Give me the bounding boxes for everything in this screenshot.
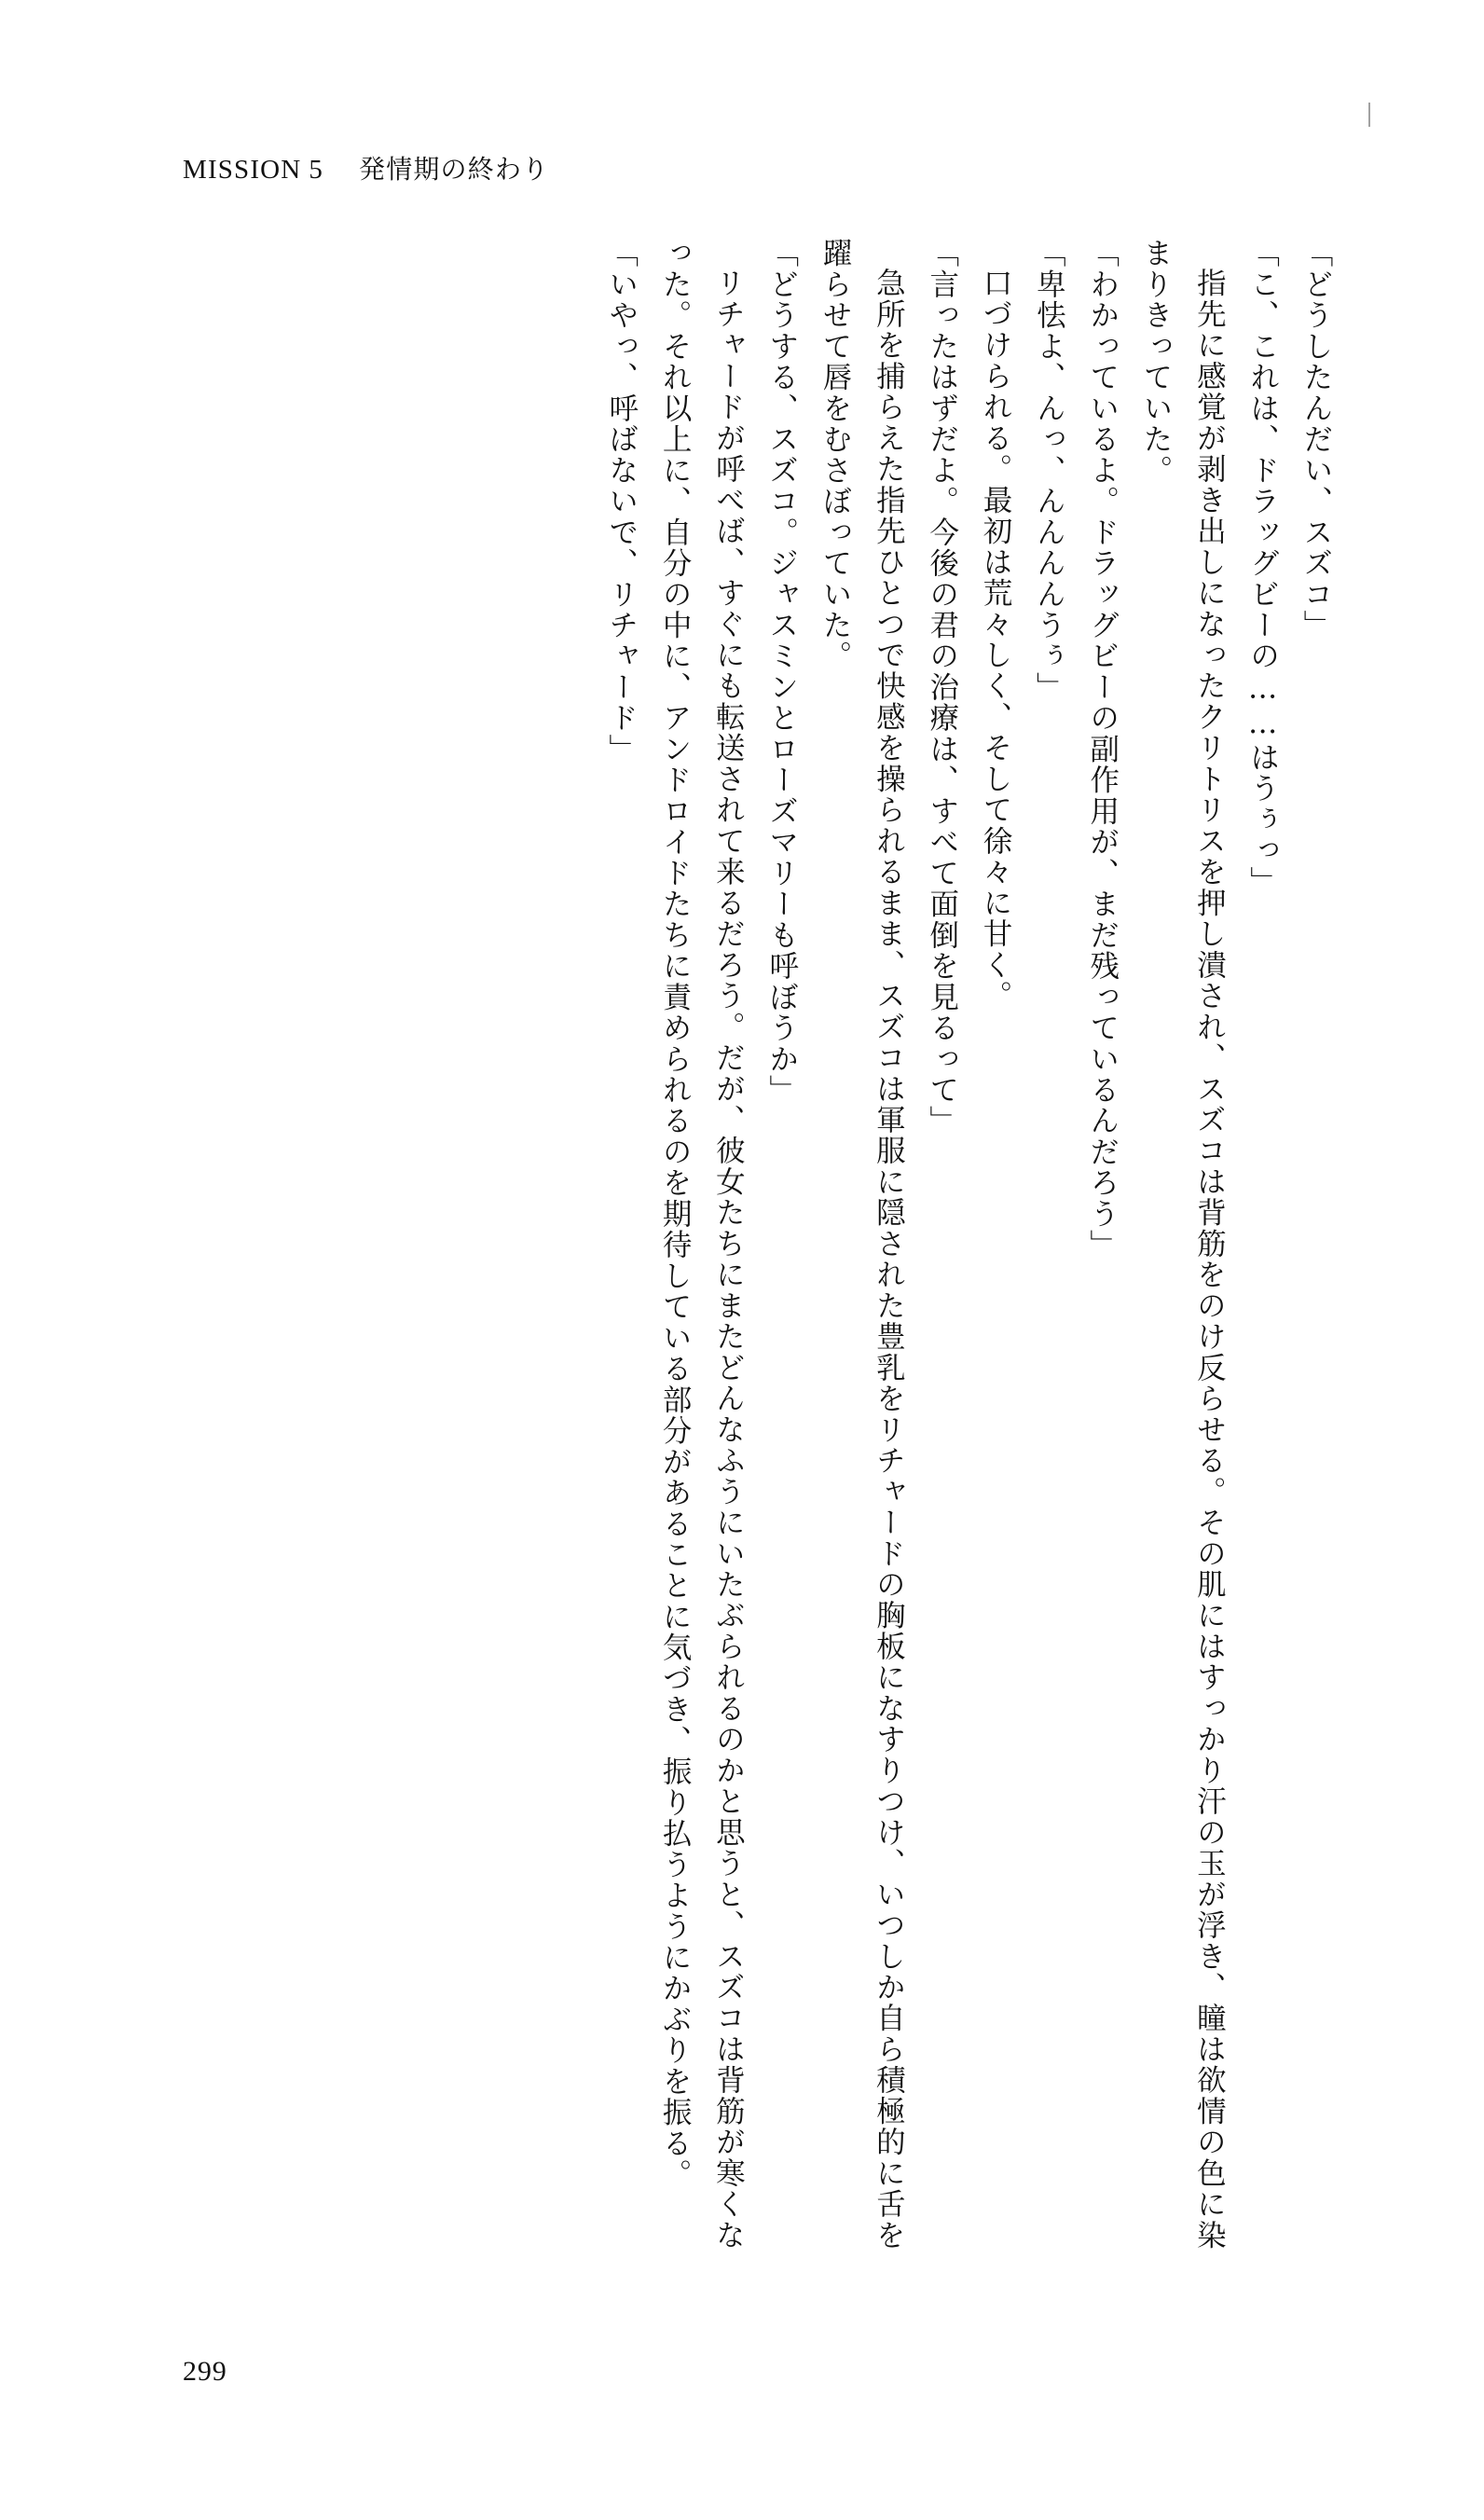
running-head-mission-word: MISSION — [183, 155, 302, 185]
paragraph: 急所を捕らえた指先ひとつで快感を操られるまま、スズコは軍服に隠された豊乳をリチャードの胸板になすりつけ、いつしか自ら積極的に舌を躍らせて唇をむさぼっていた。 — [818, 238, 906, 2251]
paragraph: 「卑怯よ、んっ、んんんんうぅ」 — [1032, 238, 1066, 703]
page-number: 299 — [183, 2356, 227, 2387]
paragraph: 「どうしたんだい、スズコ」 — [1299, 238, 1333, 641]
paragraph: 「どうする、スズコ。ジャスミンとローズマリーも呼ぼうか」 — [764, 238, 799, 1106]
running-head-chapter-title: 発情期の終わり — [359, 154, 550, 185]
paragraph: 「いやっ、呼ばないで、リチャード」 — [604, 238, 639, 764]
running-head-mission-number: 5 — [309, 155, 324, 185]
body-text-area — [158, 238, 1342, 2256]
paragraph: リチャードが呼べば、すぐにも転送されて来るだろう。だが、彼女たちにまたどんなふうにいたぶられるのかと思うと、スズコは背筋が寒くなった。それ以上に、自分の中に、アンドロイドたちに責められるのを期待している部分があることに気づき、振り払うようにかぶりを振る。 — [658, 238, 746, 2251]
vertical-text-block — [158, 238, 1342, 2256]
running-head — [183, 149, 549, 186]
paragraph: 口づけられる。最初は荒々しく、そして徐々に甘く。 — [979, 267, 1013, 1012]
paragraph: 指先に感覚が剥き出しになったクリトリスを押し潰され、スズコは背筋をのけ反らせる。その肌にはすっかり汗の玉が浮き、瞳は欲情の色に染まりきっていた。 — [1139, 238, 1227, 2251]
paragraph: 「こ、これは、ドラッグビーの……はうぅっ」 — [1245, 238, 1280, 897]
paragraph: 「わかっているよ。ドラッグビーの副作用が、まだ残っているんだろう」 — [1085, 238, 1120, 1260]
paragraph: 「言ったはずだよ。今後の君の治療は、すべて面倒を見るって」 — [925, 238, 959, 1136]
page-corner-mark — [1368, 103, 1370, 127]
